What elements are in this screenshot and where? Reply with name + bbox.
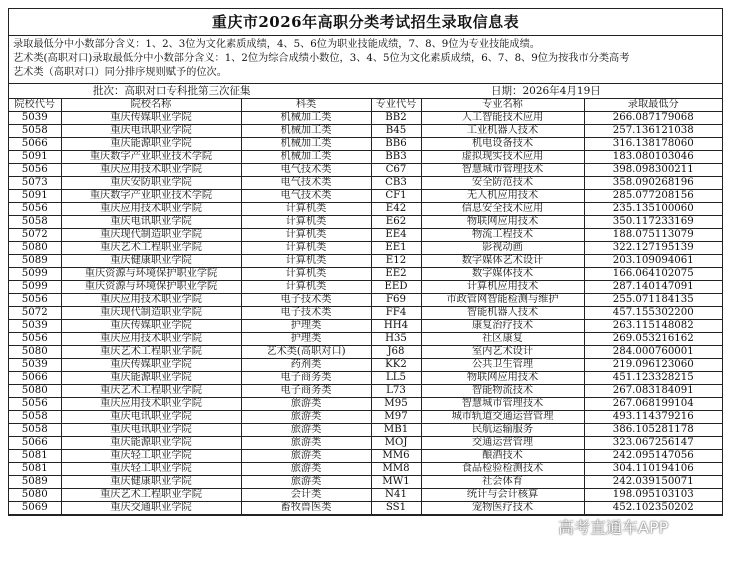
col-header-category: 科类 [241,99,371,112]
table-row [9,203,722,216]
cell-major-name: 人工智能技术应用 [421,112,584,125]
cell-school-code: 5066 [9,437,61,450]
cell-category: 护理类 [241,320,371,333]
cell-category: 会计类 [241,489,371,502]
cell-min-score: 257.136121038 [584,125,722,138]
cell-major-code: CF1 [371,190,421,203]
cell-school-code: 5081 [9,450,61,463]
table-row [9,294,722,307]
cell-school-name: 重庆应用技术职业学院 [61,398,241,411]
cell-min-score: 255.071184135 [584,294,722,307]
cell-major-name: 物联网应用技术 [421,216,584,229]
cell-category: 旅游类 [241,463,371,476]
table-row [9,307,722,320]
cell-major-name: 物流工程技术 [421,229,584,242]
cell-school-name: 重庆数字产业职业技术学院 [61,151,241,164]
cell-major-code: LL5 [371,372,421,385]
cell-min-score: 235.135100060 [584,203,722,216]
cell-school-code: 5080 [9,385,61,398]
cell-school-code: 5039 [9,112,61,125]
cell-school-code: 5072 [9,307,61,320]
cell-major-code: SS1 [371,502,421,515]
note-line-1: 录取最低分中小数部分含义：1、2、3位为文化素质成绩，4、5、6位为职业技能成绩，7、8、9位为专业技能成绩。 [13,39,540,50]
cell-min-score: 267.083184091 [584,385,722,398]
cell-major-name: 室内艺术设计 [421,346,584,359]
cell-category: 计算机类 [241,203,371,216]
cell-school-code: 5039 [9,320,61,333]
cell-min-score: 266.087179068 [584,112,722,125]
cell-major-name: 社会体育 [421,476,584,489]
table-row [9,112,722,125]
cell-school-code: 5081 [9,463,61,476]
table-row [9,138,722,151]
admission-table [9,99,722,515]
cell-major-code: BB2 [371,112,421,125]
cell-min-score: 188.075113079 [584,229,722,242]
cell-min-score: 269.053216162 [584,333,722,346]
table-row [9,164,722,177]
cell-major-code: E42 [371,203,421,216]
score-notes [9,36,722,84]
cell-category: 机械加工类 [241,151,371,164]
table-row [9,216,722,229]
table-row [9,229,722,242]
table-row [9,437,722,450]
col-header-min-score: 录取最低分 [584,99,722,112]
cell-major-code: N41 [371,489,421,502]
note-line-2: 艺术类(高职对口)录取最低分中小数部分含义：1、2位为综合成绩小数位，3、4、5位为文化素质成绩，6、7、8、9位为按我市分类高考 [13,53,630,64]
cell-major-name: 酿酒技术 [421,450,584,463]
cell-major-name: 社区康复 [421,333,584,346]
cell-school-name: 重庆轻工职业学院 [61,463,241,476]
cell-category: 药剂类 [241,359,371,372]
cell-school-name: 重庆健康职业学院 [61,476,241,489]
cell-min-score: 457.155302200 [584,307,722,320]
cell-major-name: 虚拟现实技术应用 [421,151,584,164]
cell-school-code: 5080 [9,489,61,502]
cell-category: 计算机类 [241,255,371,268]
cell-major-code: L73 [371,385,421,398]
table-row [9,242,722,255]
cell-school-name: 重庆能源职业学院 [61,437,241,450]
cell-school-code: 5056 [9,398,61,411]
table-row [9,268,722,281]
cell-school-name: 重庆艺术工程职业学院 [61,385,241,398]
cell-school-code: 5056 [9,164,61,177]
col-header-school-name: 院校名称 [61,99,241,112]
cell-min-score: 242.095147056 [584,450,722,463]
table-row [9,424,722,437]
cell-category: 旅游类 [241,476,371,489]
cell-category: 电气技术类 [241,177,371,190]
table-row [9,177,722,190]
cell-category: 电气技术类 [241,164,371,177]
cell-min-score: 267.068199104 [584,398,722,411]
cell-school-code: 5099 [9,268,61,281]
cell-school-code: 5069 [9,502,61,515]
cell-major-code: MW1 [371,476,421,489]
cell-school-code: 5039 [9,359,61,372]
cell-major-name: 宠物医疗技术 [421,502,584,515]
cell-school-name: 重庆应用技术职业学院 [61,164,241,177]
table-row [9,333,722,346]
cell-min-score: 166.064102075 [584,268,722,281]
table-row [9,281,722,294]
cell-category: 机械加工类 [241,138,371,151]
cell-school-name: 重庆能源职业学院 [61,372,241,385]
cell-school-name: 重庆健康职业学院 [61,255,241,268]
cell-school-code: 5066 [9,138,61,151]
cell-school-name: 重庆传媒职业学院 [61,112,241,125]
cell-school-name: 重庆电讯职业学院 [61,411,241,424]
table-row [9,372,722,385]
cell-school-code: 5072 [9,229,61,242]
cell-school-code: 5080 [9,242,61,255]
sheet-title: 重庆市2026年高职分类考试招生录取信息表 [9,9,722,36]
cell-school-name: 重庆安防职业学院 [61,177,241,190]
cell-major-name: 城市轨道交通运营管理 [421,411,584,424]
cell-school-name: 重庆应用技术职业学院 [61,333,241,346]
cell-major-code: EE1 [371,242,421,255]
cell-major-code: CB3 [371,177,421,190]
table-row [9,476,722,489]
cell-major-code: FF4 [371,307,421,320]
cell-major-code: H35 [371,333,421,346]
cell-category: 电子商务类 [241,372,371,385]
cell-category: 电气技术类 [241,190,371,203]
cell-min-score: 284.000760001 [584,346,722,359]
cell-min-score: 323.067256147 [584,437,722,450]
cell-major-name: 民航运输服务 [421,424,584,437]
table-row [9,489,722,502]
cell-school-name: 重庆现代制造职业学院 [61,229,241,242]
cell-major-name: 康复治疗技术 [421,320,584,333]
cell-school-code: 5056 [9,333,61,346]
cell-school-code: 5091 [9,151,61,164]
cell-major-name: 影视动画 [421,242,584,255]
cell-major-name: 工业机器人技术 [421,125,584,138]
cell-school-name: 重庆电讯职业学院 [61,125,241,138]
cell-major-name: 公共卫生管理 [421,359,584,372]
cell-school-name: 重庆资源与环境保护职业学院 [61,281,241,294]
cell-school-name: 重庆交通职业学院 [61,502,241,515]
cell-school-name: 重庆数字产业职业技术学院 [61,190,241,203]
cell-min-score: 263.115148082 [584,320,722,333]
cell-major-code: KK2 [371,359,421,372]
cell-category: 计算机类 [241,281,371,294]
cell-school-name: 重庆应用技术职业学院 [61,203,241,216]
cell-min-score: 287.140147091 [584,281,722,294]
cell-category: 机械加工类 [241,112,371,125]
cell-major-name: 机电设备技术 [421,138,584,151]
cell-school-code: 5058 [9,424,61,437]
cell-school-code: 5058 [9,125,61,138]
cell-major-name: 信息安全技术应用 [421,203,584,216]
cell-major-code: M95 [371,398,421,411]
table-row [9,398,722,411]
cell-category: 计算机类 [241,268,371,281]
cell-category: 畜牧兽医类 [241,502,371,515]
cell-major-code: C67 [371,164,421,177]
col-header-major-name: 专业名称 [421,99,584,112]
cell-school-name: 重庆电讯职业学院 [61,216,241,229]
cell-major-code: J68 [371,346,421,359]
cell-min-score: 451.123328215 [584,372,722,385]
cell-category: 计算机类 [241,216,371,229]
cell-category: 机械加工类 [241,125,371,138]
cell-min-score: 285.077208156 [584,190,722,203]
cell-major-code: EED [371,281,421,294]
cell-min-score: 350.117233169 [584,216,722,229]
cell-category: 旅游类 [241,450,371,463]
table-row [9,463,722,476]
cell-major-name: 智慧城市管理技术 [421,398,584,411]
cell-major-name: 统计与会计核算 [421,489,584,502]
cell-school-code: 5080 [9,346,61,359]
cell-category: 电子商务类 [241,385,371,398]
cell-major-code: E62 [371,216,421,229]
table-row [9,190,722,203]
table-row [9,320,722,333]
cell-major-name: 智能机器人技术 [421,307,584,320]
cell-category: 计算机类 [241,242,371,255]
cell-min-score: 316.138178060 [584,138,722,151]
cell-major-code: F69 [371,294,421,307]
cell-school-name: 重庆应用技术职业学院 [61,294,241,307]
cell-min-score: 242.039150071 [584,476,722,489]
batch-label: 批次：高职对口专科批第三次征集 [93,85,251,97]
cell-major-name: 计算机应用技术 [421,281,584,294]
cell-min-score: 219.096123060 [584,359,722,372]
cell-min-score: 398.098300211 [584,164,722,177]
date-label: 日期：2026年4月19日 [491,85,601,97]
cell-major-code: BB3 [371,151,421,164]
cell-category: 旅游类 [241,437,371,450]
cell-min-score: 203.109094061 [584,255,722,268]
cell-school-name: 重庆艺术工程职业学院 [61,242,241,255]
cell-school-code: 5066 [9,372,61,385]
cell-school-code: 5091 [9,190,61,203]
cell-min-score: 322.127195139 [584,242,722,255]
cell-min-score: 452.102350202 [584,502,722,515]
cell-min-score: 358.090268196 [584,177,722,190]
table-header-row [9,99,722,112]
cell-category: 旅游类 [241,411,371,424]
cell-category: 旅游类 [241,398,371,411]
cell-major-code: MM8 [371,463,421,476]
cell-major-name: 物联网应用技术 [421,372,584,385]
table-row [9,151,722,164]
cell-major-name: 安全防范技术 [421,177,584,190]
cell-major-name: 食品检验检测技术 [421,463,584,476]
table-row [9,346,722,359]
cell-major-code: MB1 [371,424,421,437]
watermark-text: 高考直通车APP [558,518,669,537]
cell-major-code: EE2 [371,268,421,281]
cell-school-name: 重庆现代制造职业学院 [61,307,241,320]
table-row [9,385,722,398]
batch-bar [9,84,722,99]
cell-school-name: 重庆轻工职业学院 [61,450,241,463]
cell-major-code: MM6 [371,450,421,463]
cell-major-code: E12 [371,255,421,268]
cell-min-score: 493.114379216 [584,411,722,424]
col-header-school-code: 院校代号 [9,99,61,112]
cell-category: 电子技术类 [241,294,371,307]
cell-school-code: 5056 [9,203,61,216]
cell-school-code: 5056 [9,294,61,307]
cell-school-name: 重庆资源与环境保护职业学院 [61,268,241,281]
cell-school-name: 重庆艺术工程职业学院 [61,346,241,359]
table-row [9,411,722,424]
cell-category: 电子技术类 [241,307,371,320]
cell-major-code: BB6 [371,138,421,151]
cell-school-name: 重庆传媒职业学院 [61,359,241,372]
cell-school-name: 重庆电讯职业学院 [61,424,241,437]
cell-school-name: 重庆能源职业学院 [61,138,241,151]
cell-school-code: 5058 [9,216,61,229]
cell-school-name: 重庆艺术工程职业学院 [61,489,241,502]
cell-major-code: HH4 [371,320,421,333]
cell-min-score: 304.110194106 [584,463,722,476]
admission-sheet [8,8,723,516]
cell-school-code: 5073 [9,177,61,190]
cell-major-code: MOJ [371,437,421,450]
cell-min-score: 183.080103046 [584,151,722,164]
cell-major-name: 数字媒体艺术设计 [421,255,584,268]
cell-major-name: 市政管网智能检测与维护 [421,294,584,307]
table-row [9,502,722,515]
table-row [9,359,722,372]
note-line-3: 艺术类（高职对口）同分排序规则赋予的位次。 [13,67,227,78]
cell-major-name: 数字媒体技术 [421,268,584,281]
cell-major-name: 无人机应用技术 [421,190,584,203]
cell-category: 艺术类(高职对口) [241,346,371,359]
cell-category: 护理类 [241,333,371,346]
cell-major-name: 智能物流技术 [421,385,584,398]
cell-min-score: 386.105281178 [584,424,722,437]
cell-category: 旅游类 [241,424,371,437]
cell-school-code: 5089 [9,255,61,268]
cell-school-code: 5099 [9,281,61,294]
cell-major-code: M97 [371,411,421,424]
table-row [9,125,722,138]
cell-school-name: 重庆传媒职业学院 [61,320,241,333]
cell-category: 计算机类 [241,229,371,242]
cell-major-code: B45 [371,125,421,138]
cell-major-name: 交通运营管理 [421,437,584,450]
cell-school-code: 5089 [9,476,61,489]
cell-school-code: 5058 [9,411,61,424]
cell-major-code: EE4 [371,229,421,242]
col-header-major-code: 专业代号 [371,99,421,112]
cell-min-score: 198.095103103 [584,489,722,502]
table-row [9,255,722,268]
cell-major-name: 智慧城市管理技术 [421,164,584,177]
table-row [9,450,722,463]
